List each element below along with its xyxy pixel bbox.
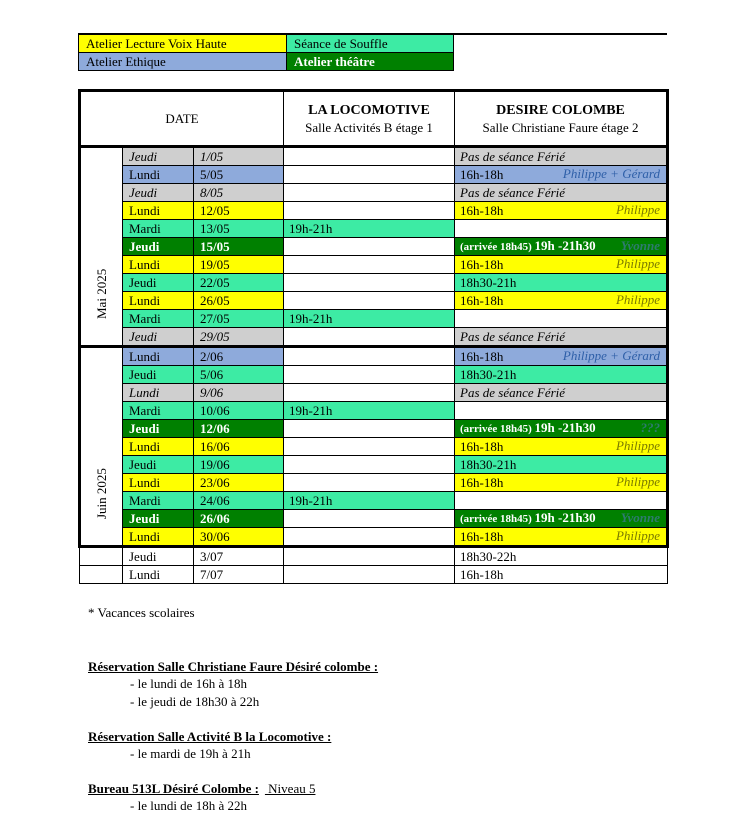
table-row <box>80 528 668 547</box>
desire-name: DESIRE COLOMBE <box>496 102 625 118</box>
table-row <box>80 147 668 166</box>
desire-cell <box>455 328 668 347</box>
table-row <box>80 238 668 256</box>
day-cell: Lundi <box>123 292 194 310</box>
date-cell: 5/05 <box>194 166 284 184</box>
desire-cell <box>455 292 668 310</box>
desire-cell <box>455 456 668 474</box>
date-cell: 16/06 <box>194 438 284 456</box>
date-cell: 29/05 <box>194 328 284 347</box>
date-cell: 12/06 <box>194 420 284 438</box>
animator-name: Philippe + Gérard <box>562 166 660 181</box>
desire-cell <box>455 202 668 220</box>
session-text: 16h-18h <box>460 474 504 490</box>
animator-name: Yvonne <box>620 510 660 525</box>
day-cell: Mardi <box>123 310 194 328</box>
month-label: Juin 2025 <box>93 468 109 519</box>
legend <box>78 33 667 71</box>
desire-cell: 18h30-22h <box>455 547 668 566</box>
arrival-note: (arrivée 18h45) <box>460 241 535 253</box>
date-cell: 8/05 <box>194 184 284 202</box>
desire-cell <box>455 366 668 384</box>
session-time: 19h -21h30 <box>534 420 596 435</box>
date-cell: 30/06 <box>194 528 284 547</box>
reservation-item: - le lundi de 16h à 18h <box>130 676 247 691</box>
day-cell: Jeudi <box>123 184 194 202</box>
date-cell: 7/07 <box>194 566 284 584</box>
day-cell: Jeudi <box>123 238 194 256</box>
animator-name: Yvonne <box>620 238 660 253</box>
date-cell: 12/05 <box>194 202 284 220</box>
loco-cell <box>284 147 455 166</box>
date-cell: 27/05 <box>194 310 284 328</box>
table-row <box>80 456 668 474</box>
loco-cell: 19h-21h <box>284 220 455 238</box>
date-cell: 15/05 <box>194 238 284 256</box>
session-text: 16h-18h <box>460 438 504 454</box>
session-text: 16h-18h <box>460 528 504 544</box>
loco-cell <box>284 184 455 202</box>
loco-header <box>284 91 455 147</box>
session-text: 16h-18h <box>460 292 504 308</box>
reservation-item: - le mardi de 19h à 21h <box>130 746 251 761</box>
day-cell: Jeudi <box>123 366 194 384</box>
arrival-note: (arrivée 18h45) <box>460 513 535 525</box>
session-text: Pas de séance Férié <box>460 328 566 344</box>
reservation-extra: Niveau 5 <box>264 781 316 796</box>
legend-ethique: Atelier Ethique <box>79 53 287 71</box>
date-header: DATE <box>80 91 284 147</box>
day-cell: Jeudi <box>123 274 194 292</box>
loco-cell <box>284 366 455 384</box>
animator-name: Philippe <box>615 474 660 489</box>
desire-cell <box>455 147 668 166</box>
day-cell: Jeudi <box>123 456 194 474</box>
reservation-title-text: Bureau 513L Désiré Colombe : <box>88 781 259 796</box>
loco-cell <box>284 166 455 184</box>
date-cell: 10/06 <box>194 402 284 420</box>
session-text: 16h-18h <box>460 348 504 364</box>
table-row <box>80 220 668 238</box>
vacances-note: * Vacances scolaires <box>88 605 195 620</box>
session-text: 16h-18h <box>460 202 504 218</box>
desire-room: Salle Christiane Faure étage 2 <box>482 119 639 135</box>
desire-cell <box>455 402 668 420</box>
desire-cell <box>455 528 668 547</box>
session-text: 18h30-21h <box>460 366 517 382</box>
desire-cell <box>455 438 668 456</box>
desire-cell <box>455 420 668 438</box>
loco-cell <box>284 292 455 310</box>
date-cell: 22/05 <box>194 274 284 292</box>
legend-blank <box>454 34 668 53</box>
desire-cell <box>455 492 668 510</box>
date-cell: 26/06 <box>194 510 284 528</box>
day-cell: Lundi <box>123 384 194 402</box>
session-text: 18h30-21h <box>460 274 517 290</box>
legend-lecture: Atelier Lecture Voix Haute <box>79 34 287 53</box>
session-text: 16h-18h <box>460 256 504 272</box>
session-time: 19h -21h30 <box>534 238 596 253</box>
desire-cell <box>455 184 668 202</box>
reservation-item: - le jeudi de 18h30 à 22h <box>130 694 260 709</box>
loco-cell <box>284 384 455 402</box>
table-row <box>80 166 668 184</box>
table-row <box>80 256 668 274</box>
day-cell: Mardi <box>123 402 194 420</box>
table-row <box>80 366 668 384</box>
loco-cell <box>284 202 455 220</box>
session-time: 19h -21h30 <box>534 510 596 525</box>
day-cell: Lundi <box>123 347 194 366</box>
session-text: Pas de séance Férié <box>460 148 566 164</box>
desire-cell <box>455 310 668 328</box>
session-text: Pas de séance Férié <box>460 184 566 200</box>
reservation-title-text: Réservation Salle Christiane Faure Désiré colombe : <box>88 659 379 674</box>
loco-cell <box>284 420 455 438</box>
month-cell <box>80 347 123 547</box>
desire-cell <box>455 256 668 274</box>
table-row <box>80 384 668 402</box>
loco-cell <box>284 238 455 256</box>
animator-name: Philippe <box>615 528 660 543</box>
table-row <box>80 347 668 366</box>
legend-theatre: Atelier théâtre <box>287 53 454 71</box>
desire-header <box>455 91 668 147</box>
schedule-table <box>78 89 669 584</box>
desire-cell <box>455 220 668 238</box>
date-cell: 19/05 <box>194 256 284 274</box>
day-cell: Jeudi <box>123 510 194 528</box>
date-cell: 19/06 <box>194 456 284 474</box>
table-row <box>80 492 668 510</box>
desire-cell <box>455 347 668 366</box>
table-row <box>80 402 668 420</box>
animator-name: ??? <box>640 420 660 435</box>
table-row <box>80 292 668 310</box>
table-row <box>80 310 668 328</box>
table-row <box>80 328 668 347</box>
animator-name: Philippe + Gérard <box>562 348 660 363</box>
desire-cell <box>455 274 668 292</box>
table-row <box>80 474 668 492</box>
day-cell: Lundi <box>123 438 194 456</box>
animator-name: Philippe <box>615 256 660 271</box>
day-cell: Jeudi <box>123 420 194 438</box>
loco-cell <box>284 256 455 274</box>
table-row <box>80 184 668 202</box>
desire-cell <box>455 510 668 528</box>
month-cell-empty <box>80 547 123 566</box>
date-cell: 2/06 <box>194 347 284 366</box>
month-cell-empty <box>80 566 123 584</box>
session-text: Pas de séance Férié <box>460 384 566 400</box>
date-cell: 23/06 <box>194 474 284 492</box>
loco-cell <box>284 510 455 528</box>
day-cell: Jeudi <box>123 547 194 566</box>
legend-souffle: Séance de Souffle <box>287 34 454 53</box>
session-text: 18h30-21h <box>460 456 517 472</box>
reservation-item: - le lundi de 18h à 22h <box>130 798 247 813</box>
reservation-title <box>88 729 331 745</box>
header-row <box>80 91 668 147</box>
loco-room: Salle Activités B étage 1 <box>305 119 433 135</box>
day-cell: Lundi <box>123 256 194 274</box>
animator-name: Philippe <box>615 202 660 217</box>
loco-cell <box>284 474 455 492</box>
day-cell: Mardi <box>123 220 194 238</box>
day-cell: Jeudi <box>123 328 194 347</box>
day-cell: Lundi <box>123 166 194 184</box>
day-cell: Mardi <box>123 492 194 510</box>
date-cell: 13/05 <box>194 220 284 238</box>
loco-cell <box>284 347 455 366</box>
month-cell <box>80 147 123 347</box>
table-row <box>80 202 668 220</box>
month-label: Mai 2025 <box>93 268 109 319</box>
loco-cell <box>284 328 455 347</box>
day-cell: Lundi <box>123 528 194 547</box>
loco-cell <box>284 274 455 292</box>
date-cell: 3/07 <box>194 547 284 566</box>
loco-cell <box>284 456 455 474</box>
date-cell: 26/05 <box>194 292 284 310</box>
table-row <box>80 510 668 528</box>
loco-cell <box>284 528 455 547</box>
date-cell: 1/05 <box>194 147 284 166</box>
date-cell: 5/06 <box>194 366 284 384</box>
session-text: 16h-18h <box>460 166 504 182</box>
table-row <box>80 274 668 292</box>
table-row <box>80 566 668 584</box>
desire-cell: 16h-18h <box>455 566 668 584</box>
table-row <box>80 438 668 456</box>
day-cell: Lundi <box>123 474 194 492</box>
loco-cell <box>284 566 455 584</box>
animator-name: Philippe <box>615 438 660 453</box>
animator-name: Philippe <box>615 292 660 307</box>
desire-cell <box>455 474 668 492</box>
arrival-note: (arrivée 18h45) <box>460 423 535 435</box>
loco-cell: 19h-21h <box>284 492 455 510</box>
date-cell: 9/06 <box>194 384 284 402</box>
desire-cell <box>455 166 668 184</box>
day-cell: Jeudi <box>123 147 194 166</box>
date-cell: 24/06 <box>194 492 284 510</box>
table-row <box>80 420 668 438</box>
day-cell: Lundi <box>123 566 194 584</box>
desire-cell <box>455 238 668 256</box>
desire-cell <box>455 384 668 402</box>
reservation-title <box>88 781 315 797</box>
reservation-title-text: Réservation Salle Activité B la Locomotive : <box>88 729 332 744</box>
loco-cell <box>284 547 455 566</box>
reservation-title <box>88 659 378 675</box>
loco-cell: 19h-21h <box>284 310 455 328</box>
loco-cell: 19h-21h <box>284 402 455 420</box>
loco-name: LA LOCOMOTIVE <box>308 102 430 118</box>
day-cell: Lundi <box>123 202 194 220</box>
table-row <box>80 547 668 566</box>
loco-cell <box>284 438 455 456</box>
